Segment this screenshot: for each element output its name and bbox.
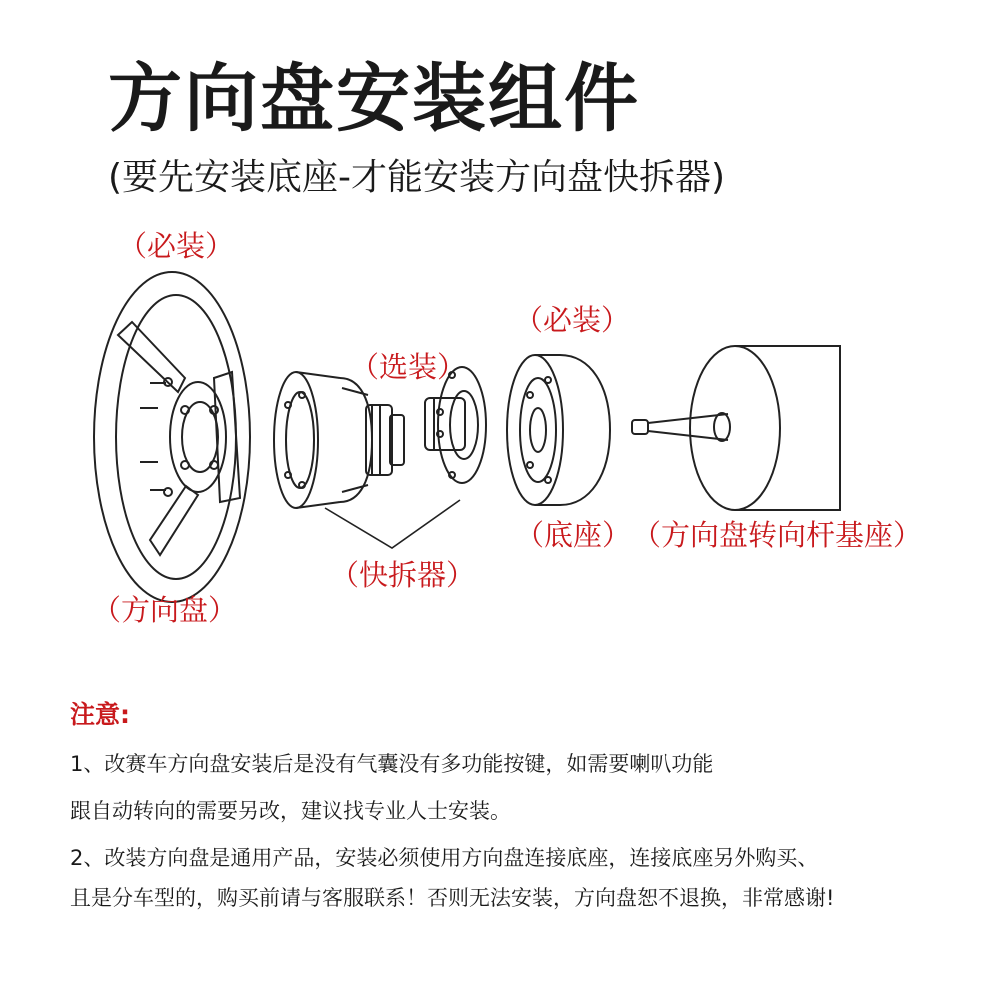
column-base-label: （方向盘转向杆基座） (632, 518, 923, 552)
notice-line: 2、改装方向盘是通用产品，安装必须使用方向盘连接底座，连接底座另外购买、 (70, 846, 819, 870)
notice-line: 且是分车型的，购买前请与客服联系！否则无法安装，方向盘恕不退换，非常感谢! (70, 886, 835, 910)
base-hub-drawing (507, 355, 610, 505)
optional-label: （选装） (350, 350, 467, 384)
page-subtitle: (要先安装底座-才能安装方向盘快拆器) (108, 157, 726, 198)
quick-release-adapter-drawing (425, 367, 486, 483)
base-required-label: （必装） (514, 303, 631, 337)
quick-release-label: （快拆器） (330, 558, 476, 592)
steering-wheel-drawing (94, 272, 250, 602)
steering-column-drawing (632, 346, 840, 510)
base-label: （底座） (515, 518, 632, 552)
wheel-label: （方向盘） (92, 593, 238, 627)
notice-title: 注意: (70, 700, 130, 729)
page-title: 方向盘安装组件 (108, 56, 640, 142)
wheel-required-label: （必装） (118, 229, 235, 263)
quick-release-bracket (325, 500, 460, 548)
notice-line: 跟自动转向的需要另改，建议找专业人士安装。 (70, 799, 511, 823)
quick-release-hub-drawing (274, 372, 404, 508)
notice-line: 1、改赛车方向盘安装后是没有气囊没有多功能按键，如需要喇叭功能 (70, 752, 714, 776)
